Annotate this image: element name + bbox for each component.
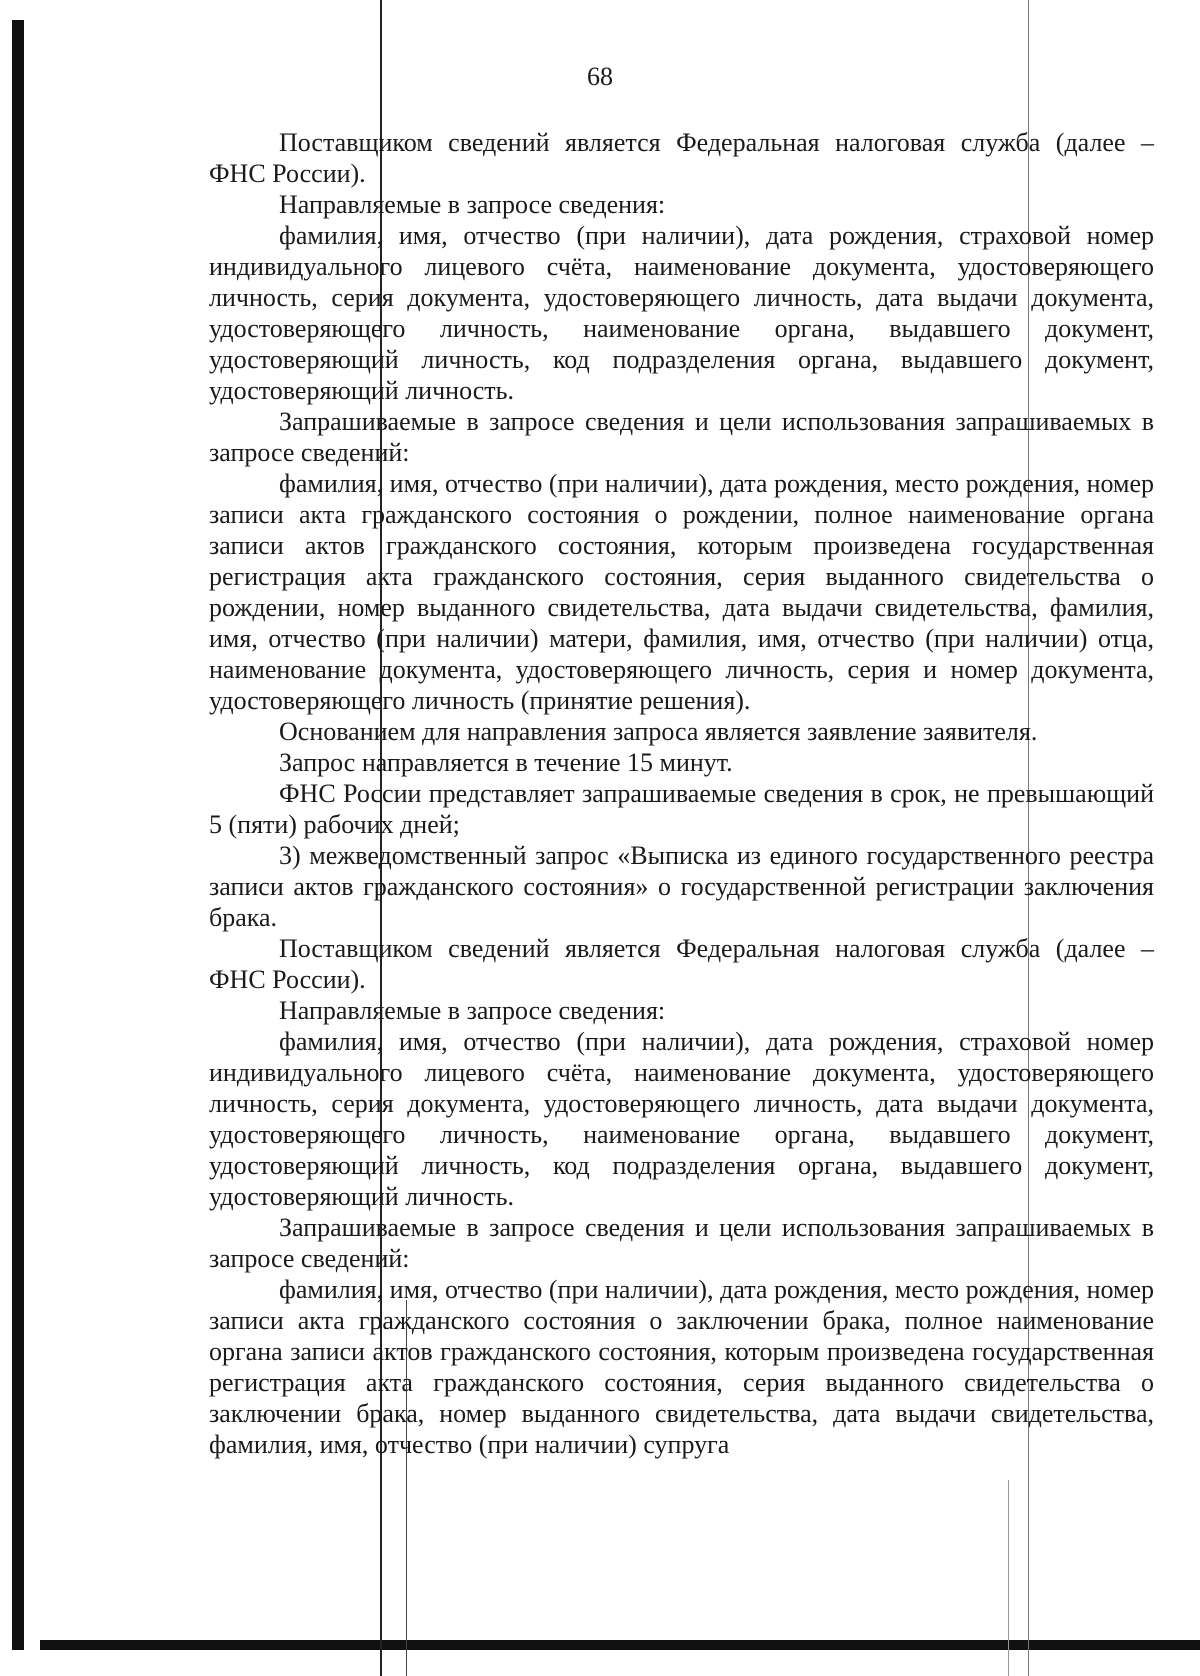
- paragraph: Основанием для направления запроса является заявление заявителя.: [279, 717, 1038, 746]
- paragraph: Поставщиком сведений является Федеральная налоговая служба (далее – ФНС России).: [209, 934, 1154, 994]
- paragraph: Направляемые в запросе сведения:: [279, 190, 666, 219]
- paragraph: Запрашиваемые в запросе сведения и цели использования запрашиваемых в запросе сведений:: [209, 407, 1154, 467]
- paragraph: Запрос направляется в течение 15 минут.: [279, 748, 733, 777]
- paragraph: фамилия, имя, отчество (при наличии), дата рождения, страховой номер индивидуального лицевого счёта, наименование документа, удостоверяющего личность, серия документа, удостоверяющего личность, дата выдачи документа, удостоверяющего личность, наименование органа, выдавшего документ, удостоверяющий личность, код подразделения органа, выдавшего документ, удостоверяющий личность.: [209, 1027, 1154, 1211]
- page-number: 68: [587, 62, 613, 91]
- paragraph: Запрашиваемые в запросе сведения и цели использования запрашиваемых в запросе сведений:: [209, 1213, 1154, 1273]
- paragraph: фамилия, имя, отчество (при наличии), дата рождения, место рождения, номер записи акта гражданского состояния о заключении брака, полное наименование органа записи актов гражданского состояния, которым произведена государственная регистрация акта гражданского состояния, серия выданного свидетельства о заключении брака, номер выданного свидетельства, дата выдачи свидетельства, фамилия, имя, отчество (при наличии) супруга: [209, 1275, 1154, 1459]
- fold-line: [1008, 1480, 1009, 1676]
- paragraph: ФНС России представляет запрашиваемые сведения в срок, не превышающий 5 (пяти) рабочих дней;: [209, 779, 1154, 839]
- paragraph: Поставщиком сведений является Федеральная налоговая служба (далее – ФНС России).: [209, 128, 1154, 188]
- paragraph: Направляемые в запросе сведения:: [279, 996, 666, 1025]
- scan-shadow-bottom: [40, 1640, 1200, 1650]
- scan-shadow-left: [12, 20, 24, 1650]
- document-body: [209, 127, 1154, 1460]
- paragraph: 3) межведомственный запрос «Выписка из единого государственного реестра записи актов гражданского состояния» о государственной регистрации заключения брака.: [209, 841, 1154, 932]
- paragraph: фамилия, имя, отчество (при наличии), дата рождения, страховой номер индивидуального лицевого счёта, наименование документа, удостоверяющего личность, серия документа, удостоверяющего личность, дата выдачи документа, удостоверяющего личность, наименование органа, выдавшего документ, удостоверяющий личность, код подразделения органа, выдавшего документ, удостоверяющий личность.: [209, 221, 1154, 405]
- paragraph: фамилия, имя, отчество (при наличии), дата рождения, место рождения, номер записи акта гражданского состояния о рождении, полное наименование органа записи актов гражданского состояния, которым произведена государственная регистрация акта гражданского состояния, серия выданного свидетельства о рождении, номер выданного свидетельства, дата выдачи свидетельства, фамилия, имя, отчество (при наличии) матери, фамилия, имя, отчество (при наличии) отца, наименование документа, удостоверяющего личность, серия и номер документа, удостоверяющего личность (принятие решения).: [209, 469, 1154, 715]
